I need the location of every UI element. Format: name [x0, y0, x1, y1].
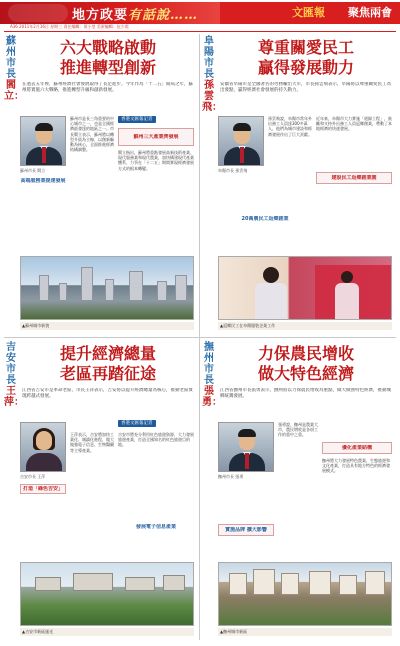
photo-caption: ▲返鄉民工在阜陽服裝企業工作 — [218, 322, 392, 330]
portrait-hair-icon — [233, 123, 251, 131]
portrait-photo — [20, 422, 66, 472]
building-icon — [163, 575, 185, 591]
reporter-tag: 香港文匯報記者 — [118, 116, 156, 123]
headline-line-1: 力保農民增收 — [257, 344, 354, 363]
subhead-2: 實施品牌 擴大影響 — [225, 527, 267, 533]
paper-name: 文匯報 — [292, 6, 325, 19]
worker-body-icon — [335, 283, 359, 320]
side-label-name: 王萍： — [4, 386, 24, 408]
side-label-name: 孫雲飛： — [202, 80, 222, 113]
lede: 江西省吉安市是革命老區，市長王萍表示，吉安將以提升經濟總量為核心，推動老區實現跨越式發展。 — [22, 388, 193, 399]
headline-line-1: 提升經濟總量 — [59, 344, 156, 363]
article-jian — [4, 340, 198, 640]
article-fuyang — [202, 34, 396, 334]
building-icon — [229, 573, 247, 595]
body-text-col-1: 張勇說，撫州是農業大市，農民增收是各項工作的重中之重。 — [278, 422, 318, 438]
building-icon — [339, 575, 357, 595]
headline — [220, 344, 392, 384]
portrait-tie-icon — [42, 147, 46, 163]
lede: 在過去五年裡，蘇州經濟社會發展取得了長足進步。今年作為「十二五」開局之年，蘇州將實施六大戰略，推進轉型升級和創新發展。 — [22, 82, 193, 93]
brand-label: 聚焦兩會 — [348, 6, 392, 19]
subhead-1: 優化產業結構 — [341, 445, 372, 451]
building-icon — [125, 577, 155, 591]
lede: 江西省撫州市長張勇表示，撫州將以力保農民增收為重點，做大做強特色經濟，推動城鄉統籌發展。 — [220, 388, 391, 399]
reporter-tag: 香港文匯報記者 — [118, 420, 156, 427]
headline — [220, 38, 392, 78]
portrait-head-icon — [36, 431, 52, 450]
portrait-caption: 撫州市長 張勇 — [218, 474, 244, 479]
worker-head-icon — [263, 267, 279, 283]
side-label-name: 張勇： — [202, 386, 222, 408]
headline — [22, 38, 194, 78]
side-label-city: 蘇州市長 — [6, 36, 16, 80]
photo-caption: ▲吉安市新區風光 — [20, 628, 194, 636]
portrait-tie-icon — [240, 147, 244, 163]
building-icon — [157, 281, 167, 301]
body-text-col-1: 孫雲飛說，阜陽市常年外出務工人員達300多萬人，他們為城市建設和經濟發展作出了巨大貢獻。 — [268, 116, 312, 137]
portrait-photo — [20, 116, 66, 166]
building-icon — [81, 267, 93, 301]
building-icon — [59, 283, 67, 301]
portrait-hair-icon — [238, 429, 256, 437]
side-label-city: 撫州市長 — [204, 342, 214, 386]
portrait-tie-icon — [245, 453, 249, 469]
photo-caption: ▲撫州城市新區 — [218, 628, 392, 636]
headline-line-2: 做大特色經濟 — [257, 364, 354, 383]
subhead-1: 打造「綠色吉安」 — [22, 486, 63, 492]
subhead-2: 20萬農民工返鄉創業 — [241, 216, 289, 222]
lede: 安徽省阜陽市是全國著名的勞務輸出大市，市長孫雲飛表示，阜陽將以尊重關愛民工為出發點，贏得經濟社會發展的持久動力。 — [220, 82, 391, 93]
building-icon — [39, 275, 49, 301]
portrait-suit-icon — [26, 453, 62, 472]
side-label-city: 吉安市長 — [6, 342, 16, 386]
building-icon — [73, 573, 113, 591]
headline-line-1: 六大戰略啟動 — [59, 38, 156, 57]
building-icon — [105, 279, 114, 301]
body-text-col-1: 王萍表示，吉安將加快工業化、城鎮化進程，做大做強電子信息、生物醫藥等主導產業。 — [70, 432, 114, 453]
building-icon — [175, 275, 187, 301]
masthead — [0, 0, 400, 30]
factory-photo — [218, 256, 392, 320]
photo-caption: ▲蘇州城市新貌 — [20, 322, 194, 330]
portrait-caption: 吉安市長 王萍 — [20, 474, 46, 479]
campus-photo — [20, 562, 194, 626]
section-title: 地方政要有話說…… — [72, 8, 199, 23]
portrait-photo — [218, 116, 264, 166]
date-line: A36 2011年2月16日 星期三 責任編輯：黃小瑩 美術編輯：伍少霞 — [10, 24, 129, 29]
body-text-col-2: 閻立指出，蘇州將重點發展高新技術產業、現代服務業和現代農業，加快構建現代產業體系，力爭在「十二五」期間實現經濟發展方式的根本轉變。 — [118, 150, 194, 171]
headline-line-2: 贏得發展動力 — [257, 58, 354, 77]
body-text-col-2: 撫州將大力發展特色農業、生態旅遊和文化產業，打造具有地方特色的經濟發展模式。 — [322, 458, 390, 474]
building-icon — [35, 577, 61, 591]
side-label-name: 閻立： — [4, 80, 24, 102]
article-fuzhou — [202, 340, 396, 640]
portrait-caption: 蘇州市長 閻立 — [20, 168, 46, 173]
headline-line-2: 老區再踏征途 — [59, 364, 156, 383]
building-icon — [253, 569, 275, 595]
side-label — [202, 342, 222, 408]
row-divider — [4, 337, 396, 338]
body-text-col-2: 近年來，阜陽市大力實施「迴歸工程」，鼓勵和支持外出務工人員返鄉創業，帶動了本地經濟的快速發展。 — [316, 116, 392, 132]
subhead-2: 高端服務業提速發展 — [20, 178, 66, 184]
side-label — [4, 342, 24, 408]
article-suzhou — [4, 34, 198, 334]
portrait-caption: 阜陽市長 孫雲飛 — [218, 168, 248, 173]
side-label-city: 阜陽市長 — [204, 36, 214, 80]
subhead-1: 建設民工返鄉創業園 — [331, 175, 377, 181]
worker-head-icon — [341, 271, 353, 283]
headline — [22, 344, 194, 384]
portrait-hair-icon — [35, 123, 53, 131]
masthead-decoration-icon — [8, 4, 68, 22]
headline-line-1: 尊重關愛民工 — [257, 38, 354, 57]
side-label — [4, 36, 24, 102]
page-rule — [4, 31, 396, 32]
side-label — [202, 36, 222, 113]
portrait-photo — [218, 422, 274, 472]
body-text-col-2: 吉安市將充分利用紅色旅遊資源，大力發展旅遊產業，打造全國知名的紅色旅遊目的地。 — [118, 432, 194, 448]
headline-line-2: 推進轉型創新 — [59, 58, 156, 77]
subhead-1: 蘇州三大產業齊發展 — [133, 134, 179, 140]
body-text-col-1: 蘇州市是長三角重要的中心城市之一，也是全國經濟最發達的地區之一。市長閻立表示，蘇州將以轉型升級為主線，以創新驅動為核心，全面推進經濟結構調整。 — [70, 116, 114, 153]
building-icon — [129, 271, 143, 301]
subhead-2: 發展電子信息產業 — [135, 524, 176, 530]
worker-body-icon — [255, 283, 287, 320]
city-photo — [20, 256, 194, 320]
building-icon — [309, 571, 331, 595]
building-icon — [281, 573, 299, 595]
estate-photo — [218, 562, 392, 626]
building-icon — [365, 571, 385, 595]
